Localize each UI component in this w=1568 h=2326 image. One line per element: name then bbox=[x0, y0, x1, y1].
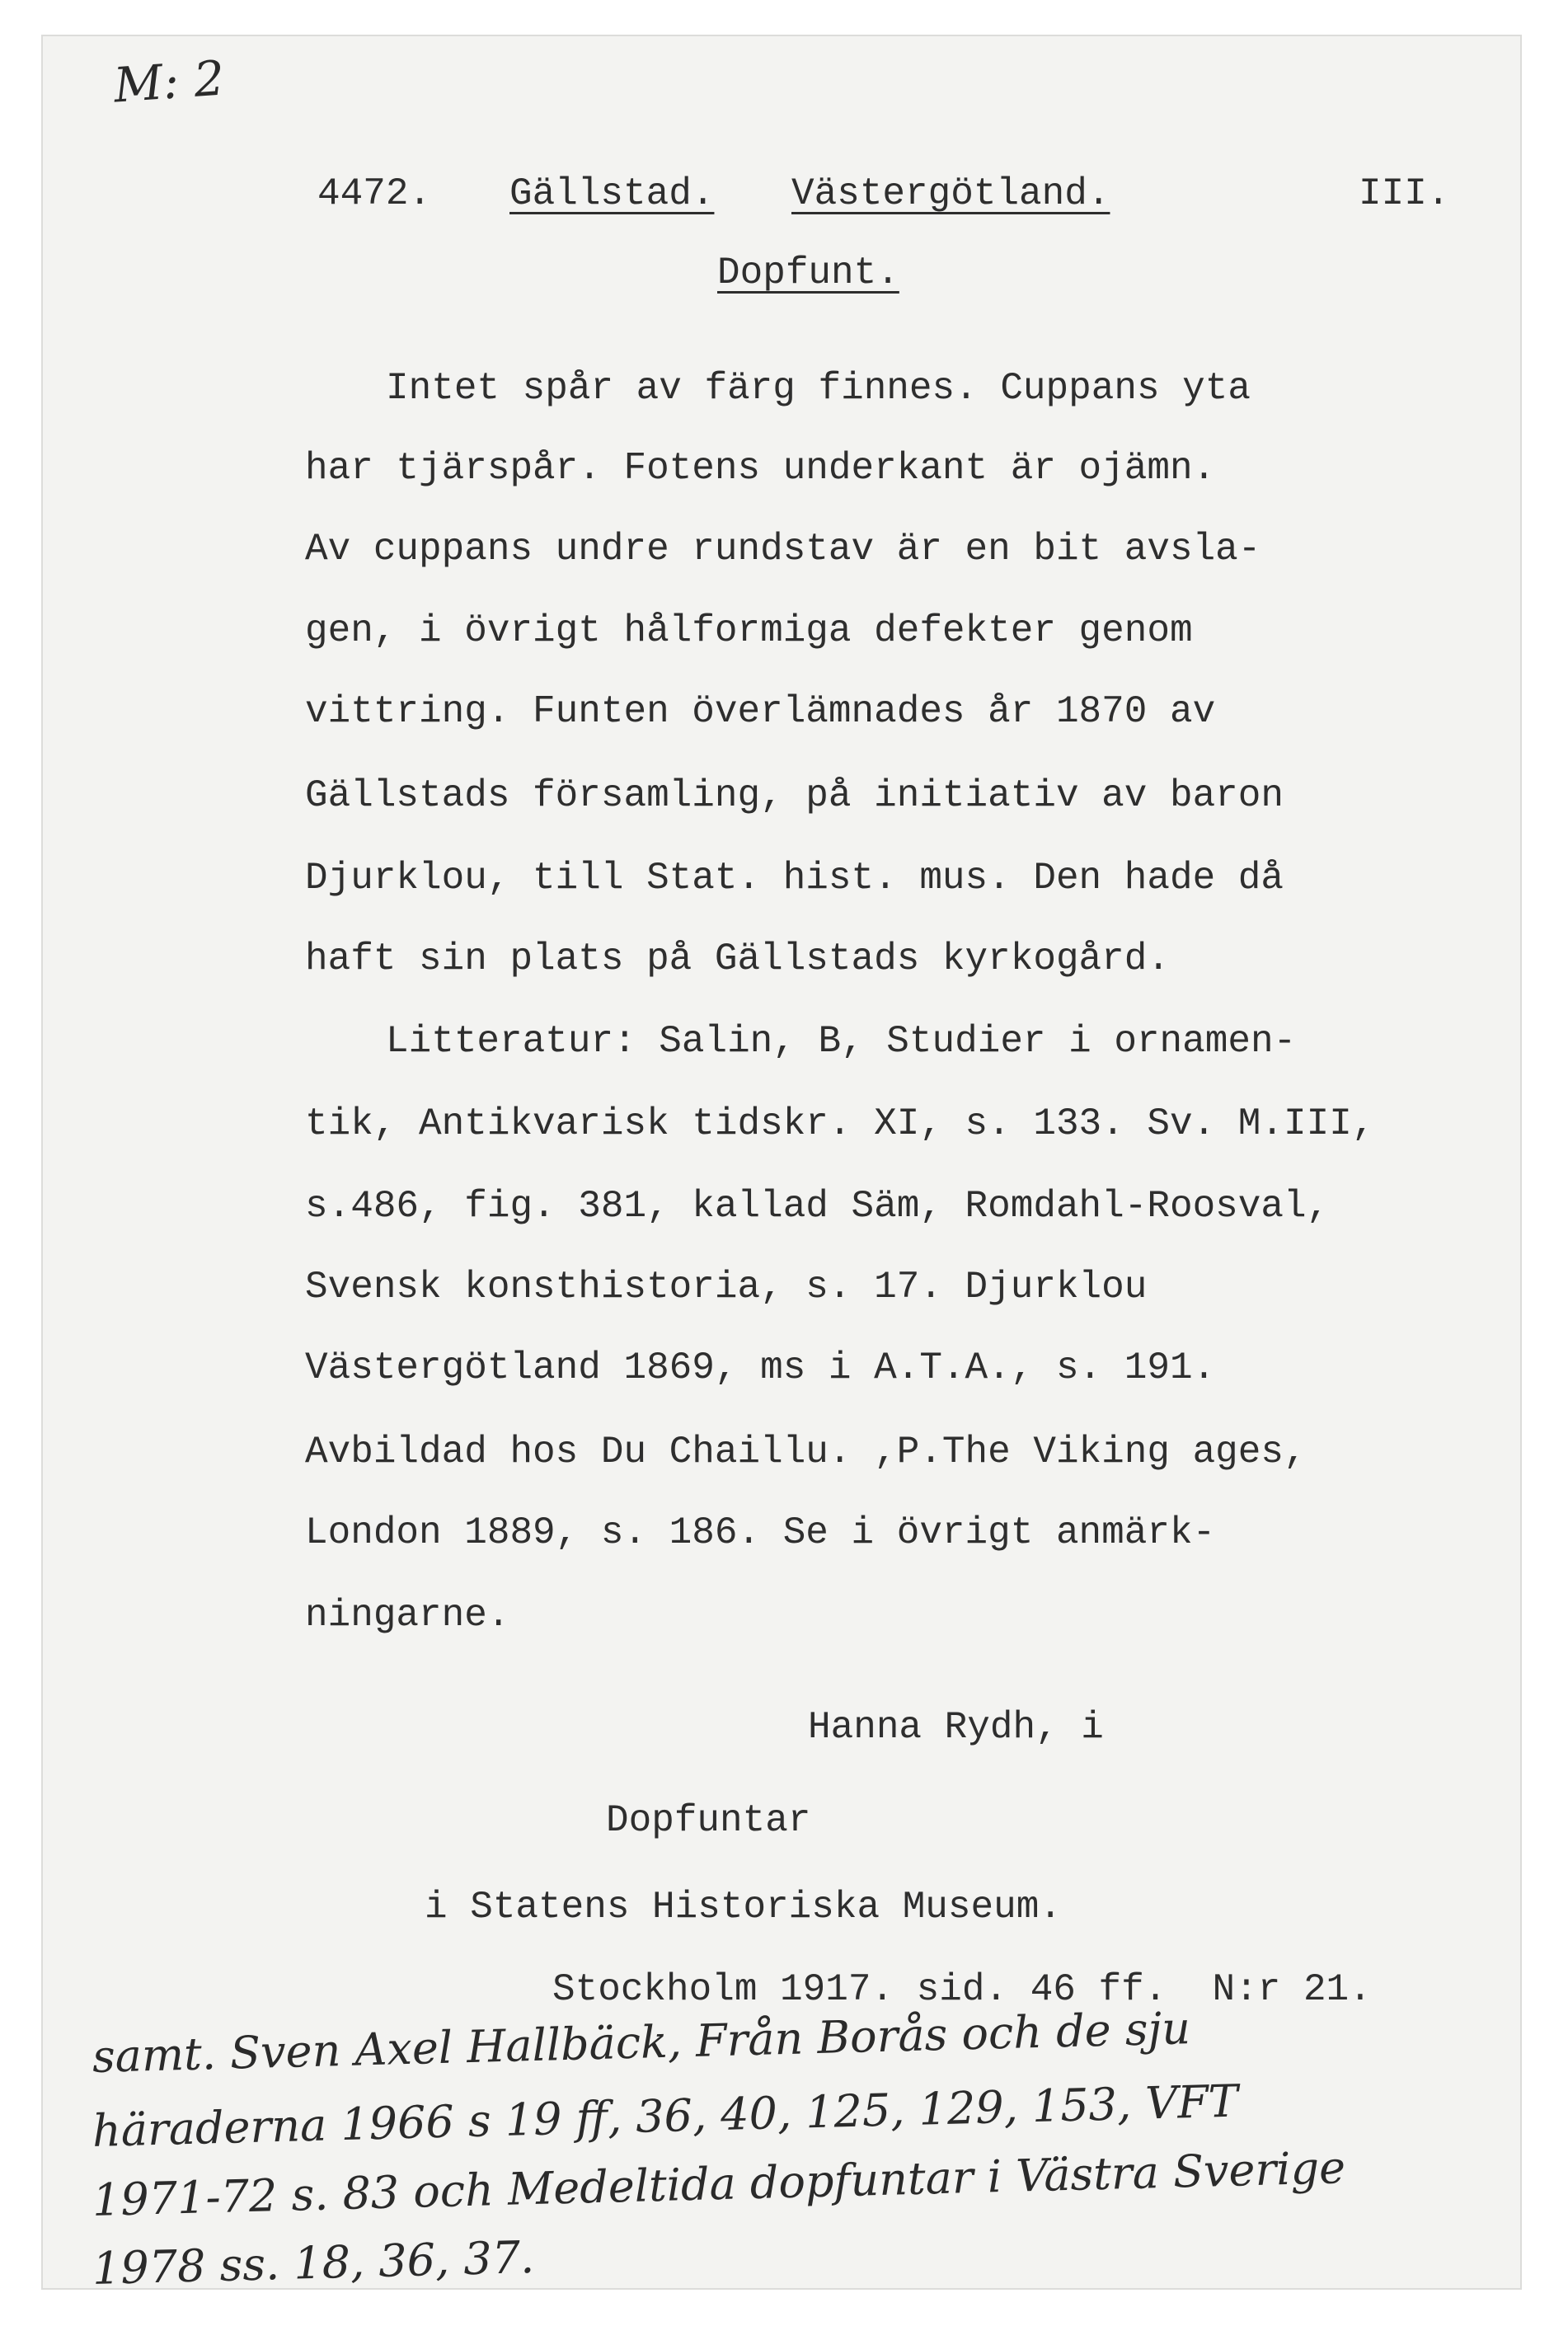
body-line: Svensk konsthistoria, s. 17. Djurklou bbox=[305, 1266, 1148, 1309]
body-line: Av cuppans undre rundstav är en bit avsla- bbox=[305, 528, 1261, 571]
handwritten-note-line: 1971-72 s. 83 och Medeltida dopfuntar i Västra Sverige bbox=[92, 2141, 1346, 2226]
body-line: Intet spår av färg finnes. Cuppans yta bbox=[386, 367, 1251, 410]
body-line: vittring. Funten överlämnades år 1870 av bbox=[305, 690, 1216, 733]
body-line: Djurklou, till Stat. hist. mus. Den hade då bbox=[305, 857, 1284, 900]
place-name: Gällstad. bbox=[509, 172, 715, 215]
body-line: ningarne. bbox=[305, 1594, 510, 1637]
author-line: Hanna Rydh, i bbox=[808, 1706, 1104, 1749]
region-name: Västergötland. bbox=[791, 172, 1110, 215]
body-line: Gällstads församling, på initiativ av baron bbox=[305, 774, 1284, 817]
body-line: har tjärspår. Fotens underkant är ojämn. bbox=[305, 447, 1216, 490]
body-line: Litteratur: Salin, B, Studier i ornamen- bbox=[386, 1020, 1297, 1063]
work-title: Dopfuntar bbox=[606, 1799, 811, 1842]
corner-mark: M: 2 bbox=[111, 49, 227, 114]
institution-line: i Statens Historiska Museum. bbox=[425, 1886, 1062, 1929]
body-line: s.486, fig. 381, kallad Säm, Romdahl-Roosval, bbox=[305, 1185, 1330, 1228]
publication-reference: Stockholm 1917. sid. 46 ff. N:r 21. bbox=[552, 1968, 1372, 2011]
handwritten-note-line: häraderna 1966 s 19 ff, 36, 40, 125, 129, 153, VFT bbox=[92, 2075, 1239, 2157]
body-line: Avbildad hos Du Chaillu. ,P.The Viking ages, bbox=[305, 1431, 1307, 1473]
body-line: gen, i övrigt hålformiga defekter genom bbox=[305, 609, 1193, 652]
body-line: tik, Antikvarisk tidskr. XI, s. 133. Sv. M.III, bbox=[305, 1102, 1375, 1145]
subject-heading: Dopfunt. bbox=[717, 251, 899, 294]
body-line: Västergötland 1869, ms i A.T.A., s. 191. bbox=[305, 1346, 1216, 1389]
entry-number: 4472. bbox=[317, 172, 432, 215]
handwritten-note-line: samt. Sven Axel Hallbäck, Från Borås och de sju bbox=[92, 2002, 1191, 2083]
handwritten-note-line: 1978 ss. 18, 36, 37. bbox=[92, 2230, 535, 2295]
body-line: London 1889, s. 186. Se i övrigt anmärk- bbox=[305, 1511, 1216, 1554]
volume-number: III. bbox=[1359, 172, 1450, 215]
body-line: haft sin plats på Gällstads kyrkogård. bbox=[305, 937, 1170, 980]
